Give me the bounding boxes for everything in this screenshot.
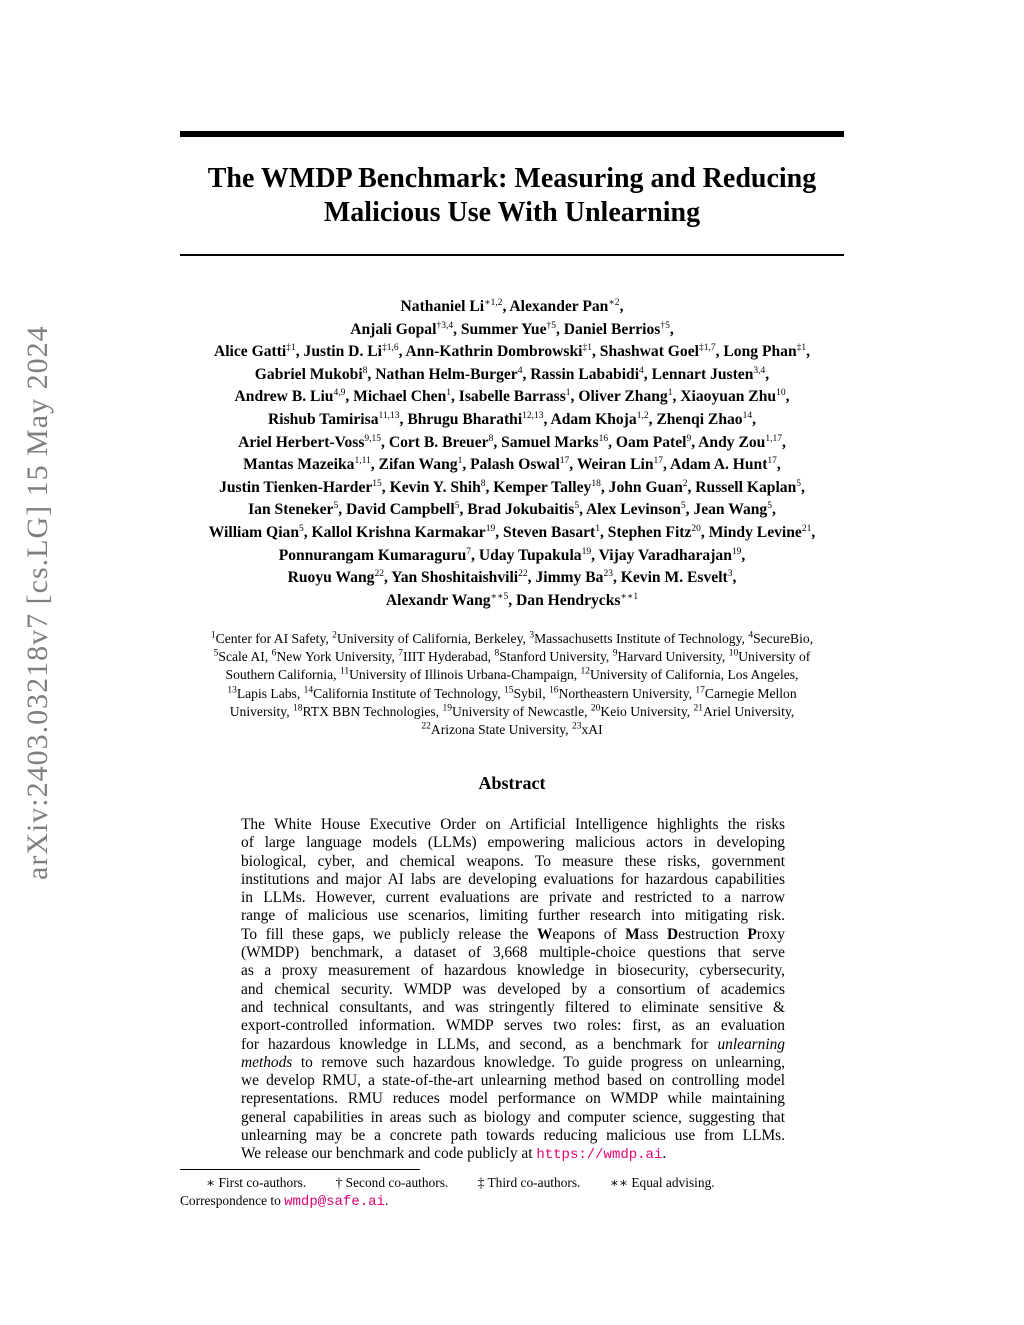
author-affiliation-marker: 4,9 <box>333 388 346 399</box>
author-separator: , <box>765 365 770 383</box>
author-affiliation-marker: 5 <box>767 501 772 512</box>
abstract-line: biological, cyber, and chemical weapons. To measure these risks, government <box>241 852 785 870</box>
author-name: Andrew B. Liu <box>234 388 334 406</box>
affiliation-name: Southern California, <box>225 667 340 683</box>
affiliation-name: Harvard University, <box>617 649 729 665</box>
author-separator: , <box>612 569 621 587</box>
abstract-line: of large language models (LLMs) empowering malicious actors in developing <box>241 834 785 852</box>
author-separator: , <box>345 388 354 406</box>
affiliation-number: 18 <box>293 703 303 714</box>
affiliation-number: 11 <box>339 666 350 677</box>
affiliation-number: 17 <box>695 685 705 696</box>
author-affiliation-marker: 1,17 <box>765 433 782 444</box>
author-affiliation-marker: 8 <box>480 478 486 489</box>
author-affiliation-marker: 3,4 <box>753 365 766 376</box>
author-line <box>160 296 864 319</box>
author-name: John Guan <box>608 478 683 496</box>
author-affiliation-marker: 9,15 <box>364 433 382 444</box>
author-separator: , <box>752 410 757 428</box>
author-name: Daniel Berrios <box>563 320 661 338</box>
author-list <box>160 296 864 612</box>
author-affiliation-marker: 5 <box>574 501 580 512</box>
affiliation-number: 1 <box>210 630 216 641</box>
author-name: William Qian <box>208 523 299 541</box>
affiliation-name: University of California, Los Angeles, <box>590 667 799 683</box>
abstract-line <box>241 926 785 944</box>
author-affiliation-marker: †5 <box>546 320 556 331</box>
author-separator: , <box>399 410 408 428</box>
author-line <box>160 409 864 432</box>
author-name: Kemper Talley <box>493 478 592 496</box>
author-separator: , <box>741 546 746 564</box>
footnote-rule <box>180 1169 420 1170</box>
acronym-letter: D <box>666 925 679 943</box>
author-separator: , <box>672 388 681 406</box>
abstract-line: representations. RMU reduces model performance on WMDP while maintaining <box>241 1090 785 1108</box>
author-affiliation-marker: 11,13 <box>378 410 400 421</box>
affiliation-number: 21 <box>693 703 704 714</box>
author-separator: , <box>771 501 776 519</box>
author-name: Ruoyu Wang <box>287 569 375 587</box>
author-name: Alexander Pan <box>509 298 609 315</box>
author-affiliation-marker: ‡1,7 <box>698 343 716 353</box>
abstract-line: in LLMs. However, current evaluations are private and restricted to a narrow <box>241 889 785 907</box>
author-name: Jean Wang <box>693 501 768 519</box>
author-name: Stephen Fitz <box>607 523 692 541</box>
author-name: Oliver Zhang <box>578 388 668 406</box>
author-separator: , <box>687 478 696 496</box>
author-separator: , <box>508 591 517 609</box>
author-affiliation-marker: 17 <box>653 455 663 466</box>
affiliation-name: Center for AI Safety, <box>215 631 333 646</box>
author-affiliation-marker: 5 <box>454 501 460 512</box>
author-name: Isabelle Barrass <box>458 388 566 406</box>
affiliation-line <box>170 721 854 739</box>
author-line <box>160 432 864 455</box>
abstract-text: roxy <box>756 925 785 943</box>
affiliation-name: xAI <box>581 722 603 738</box>
author-separator: , <box>715 343 724 361</box>
abstract-text: eapons of <box>552 925 626 943</box>
author-separator: , <box>471 546 479 564</box>
footnote-third-authors: ‡ Third co-authors. <box>477 1175 581 1190</box>
author-affiliation-marker: 21 <box>801 523 812 534</box>
abstract-heading: Abstract <box>478 773 546 793</box>
affiliation-name: Arizona State University, <box>430 722 572 738</box>
abstract-line: we develop RMU, a state-of-the-art unlearning method based on controlling model <box>241 1072 785 1090</box>
author-separator: , <box>381 478 390 496</box>
affiliation-number: 13 <box>227 685 237 696</box>
author-separator: , <box>691 433 699 451</box>
abstract-line: The White House Executive Order on Artificial Intelligence highlights the risks <box>241 816 785 833</box>
author-separator: , <box>453 320 461 338</box>
author-separator: , <box>806 343 811 361</box>
author-line <box>160 319 864 342</box>
abstract-line: export-controlled information. WMDP serves two roles: first, as an evaluation <box>241 1017 785 1035</box>
affiliation-name: New York University, <box>276 649 399 665</box>
author-affiliation-marker: ‡1 <box>796 343 807 353</box>
author-name: Anjali Gopal <box>350 320 437 338</box>
author-separator: , <box>663 456 670 474</box>
author-affiliation-marker: 1 <box>457 455 463 466</box>
author-affiliation-marker: 22 <box>518 568 528 579</box>
affiliation-number: 7 <box>398 648 403 659</box>
author-separator: , <box>811 523 816 541</box>
abstract-line: and chemical security. WMDP was developed by a consortium of academics <box>241 980 785 998</box>
affiliation-name: California Institute of Technology, <box>313 685 504 701</box>
author-affiliation-marker: 15 <box>372 478 382 489</box>
author-affiliation-marker: 19 <box>581 546 592 557</box>
author-name: Dan Hendrycks <box>516 591 621 609</box>
author-name: Kevin Y. Shih <box>389 478 481 496</box>
affiliation-number: 3 <box>529 630 535 641</box>
author-line <box>160 590 864 613</box>
author-name: Justin D. Li <box>303 343 382 361</box>
author-affiliation-marker: 7 <box>466 546 472 557</box>
author-separator: , <box>700 523 709 541</box>
author-separator: , <box>556 320 564 338</box>
author-name: Steven Basart <box>502 523 596 541</box>
benchmark-url-link[interactable]: https://wmdp.ai <box>536 1147 663 1164</box>
author-name: Lennart Justen <box>651 365 754 383</box>
abstract-text: We release our benchmark and code publicly at <box>241 1145 537 1163</box>
author-name: Brad Jokubaitis <box>467 501 575 519</box>
author-name: Nathan Helm-Burger <box>375 365 518 383</box>
abstract-line: (WMDP) benchmark, a dataset of 3,668 multiple-choice questions that serve <box>241 944 785 962</box>
author-name: Shashwat Goel <box>599 343 699 361</box>
author-separator: , <box>732 569 737 587</box>
affiliation-number: 16 <box>549 685 559 696</box>
affiliation-name: Keio University, <box>600 703 694 719</box>
author-name: Alex Levinson <box>586 501 681 519</box>
author-affiliation-marker: 1 <box>565 388 571 399</box>
author-separator: , <box>579 501 586 519</box>
author-name: Jimmy Ba <box>535 569 604 587</box>
author-separator: , <box>608 433 616 451</box>
author-affiliation-marker: 18 <box>591 478 601 489</box>
author-affiliation-marker: ∗∗5 <box>490 591 509 602</box>
author-line <box>160 454 864 477</box>
abstract-line <box>241 1036 785 1054</box>
title-line-1: The WMDP Benchmark: Measuring and Reducing <box>207 163 817 194</box>
author-separator: , <box>495 523 503 541</box>
author-name: Mantas Mazeika <box>243 456 355 474</box>
author-line <box>160 545 864 568</box>
author-name: Samuel Marks <box>501 433 599 451</box>
author-line <box>160 522 864 545</box>
affiliation-number: 6 <box>271 648 277 659</box>
affiliation-name: SecureBio, <box>753 631 814 646</box>
title-rule-bottom <box>180 254 844 256</box>
affiliation-name: Ariel University, <box>703 703 795 719</box>
author-separator: , <box>543 410 551 428</box>
author-separator: , <box>493 433 502 451</box>
author-separator: , <box>485 478 494 496</box>
footnote-equal-advising: ∗∗ Equal advising. <box>609 1175 715 1190</box>
affiliation-number: 19 <box>442 703 452 714</box>
affiliation-number: 5 <box>213 648 219 659</box>
author-affiliation-marker: 10 <box>776 388 786 399</box>
affiliation-name: Massachusetts Institute of Technology, <box>534 631 749 646</box>
author-separator: , <box>398 343 406 361</box>
author-name: Ponnurangam Kumaraguru <box>278 546 467 564</box>
affiliation-line <box>170 666 854 684</box>
author-name: David Campbell <box>345 501 455 519</box>
author-name: Andy Zou <box>698 433 766 451</box>
author-name: Mindy Levine <box>708 523 802 541</box>
author-affiliation-marker: 9 <box>686 433 692 444</box>
author-affiliation-marker: 19 <box>731 546 742 557</box>
author-line <box>160 567 864 590</box>
author-name: Zhenqi Zhao <box>656 410 743 428</box>
author-name: Alexandr Wang <box>385 591 491 609</box>
correspondence-email-link[interactable]: wmdp@safe.ai <box>284 1194 385 1210</box>
correspondence-period: . <box>384 1193 389 1208</box>
abstract-emphasis: unlearning <box>717 1035 785 1053</box>
author-name: Nathaniel Li <box>400 298 485 315</box>
author-affiliation-marker: 12,13 <box>522 410 544 421</box>
affiliation-name: University, <box>229 703 294 719</box>
author-separator: , <box>591 546 599 564</box>
abstract-line <box>241 1054 785 1072</box>
author-affiliation-marker: 20 <box>691 523 701 534</box>
abstract-line: as a proxy measurement of hazardous knowledge in biosecurity, cybersecurity, <box>241 962 785 980</box>
author-affiliation-marker: †3,4 <box>436 320 454 331</box>
author-separator: , <box>785 388 790 406</box>
correspondence-line <box>180 1192 844 1211</box>
author-name: Yan Shoshitaishvili <box>391 569 519 587</box>
author-affiliation-marker: 5 <box>299 523 304 534</box>
author-name: Summer Yue <box>460 320 547 338</box>
author-separator: , <box>303 523 312 541</box>
paper-title <box>180 162 844 230</box>
author-name: Long Phan <box>723 343 797 361</box>
affiliation-name: RTX BBN Technologies, <box>302 703 443 719</box>
author-name: Xiaoyuan Zhu <box>680 388 777 406</box>
affiliation-number: 9 <box>612 648 618 659</box>
author-separator: , <box>648 410 657 428</box>
affiliation-number: 15 <box>504 685 514 696</box>
abstract-emphasis: methods <box>241 1053 293 1071</box>
author-name: Weiran Lin <box>576 456 654 474</box>
author-line <box>160 341 864 364</box>
author-affiliation-marker: 1,11 <box>354 455 371 466</box>
author-name: Vijay Varadharajan <box>598 546 732 564</box>
affiliation-number: 10 <box>728 648 739 659</box>
author-affiliation-marker: 1 <box>667 388 673 399</box>
author-separator: , <box>295 343 304 361</box>
abstract-text: ass <box>639 925 667 943</box>
affiliation-name: Sybil, <box>513 685 550 701</box>
author-separator: , <box>570 388 579 406</box>
author-affiliation-marker: ∗2 <box>608 297 620 308</box>
affiliation-line <box>170 630 854 648</box>
affiliation-list <box>170 630 854 739</box>
author-name: Justin Tienken-Harder <box>219 478 373 496</box>
author-name: Gabriel Mukobi <box>254 365 363 383</box>
author-separator: , <box>451 388 459 406</box>
author-separator: , <box>338 501 346 519</box>
affiliation-name: University of Illinois Urbana-Champaign, <box>349 667 581 683</box>
arxiv-identifier-stamp: arXiv:2403.03218v7 [cs.LG] 15 May 2024 <box>21 325 54 880</box>
author-separator: , <box>502 298 510 315</box>
affiliation-name: Stanford University, <box>499 649 613 665</box>
author-affiliation-marker: 2 <box>682 478 688 489</box>
abstract-line: range of malicious use scenarios, limiting further research into mitigating risk. <box>241 907 785 925</box>
title-line-2: Malicious Use With Unlearning <box>323 197 701 228</box>
footnote-first-authors: ∗ First co-authors. <box>206 1175 307 1190</box>
author-affiliation-marker: ‡1 <box>286 343 296 353</box>
author-affiliation-marker: 8 <box>362 365 368 376</box>
affiliation-name: Northeastern University, <box>558 685 696 701</box>
author-name: Ariel Herbert-Voss <box>238 433 365 451</box>
author-separator: , <box>381 433 389 451</box>
author-name: Ann-Kathrin Dombrowski <box>405 343 583 361</box>
abstract-line: unlearning may be a concrete path towards reducing malicious use from LLMs. <box>241 1127 785 1145</box>
acronym-letter: W <box>537 925 553 943</box>
author-separator: , <box>569 456 577 474</box>
author-affiliation-marker: 17 <box>767 455 777 466</box>
author-name: Adam A. Hunt <box>669 456 768 474</box>
author-separator: , <box>591 343 600 361</box>
author-separator: , <box>600 478 609 496</box>
author-separator: , <box>781 433 786 451</box>
author-name: Adam Khoja <box>550 410 637 428</box>
abstract-line: institutions and major AI labs are developing evaluations for hazardous capabilities <box>241 870 785 888</box>
affiliation-name: University of California, Berkeley, <box>336 631 530 646</box>
author-affiliation-marker: 1,2 <box>636 410 649 421</box>
title-rule-top <box>180 131 844 137</box>
author-separator: , <box>669 320 674 338</box>
affiliation-number: 8 <box>494 648 500 659</box>
author-affiliation-marker: 1 <box>446 388 451 399</box>
footnote-contribution-line <box>180 1174 844 1192</box>
abstract-text: to remove such hazardous knowledge. To guide progress on unlearning, <box>292 1053 785 1071</box>
author-name: Cort B. Breuer <box>388 433 489 451</box>
affiliation-number: 14 <box>303 685 314 696</box>
author-separator: , <box>462 456 471 474</box>
footnotes <box>180 1174 844 1211</box>
author-separator: , <box>522 365 531 383</box>
author-name: Michael Chen <box>353 388 447 406</box>
author-separator: , <box>367 365 376 383</box>
author-affiliation-marker: ‡1,6 <box>381 343 399 353</box>
author-affiliation-marker: 5 <box>796 478 802 489</box>
author-affiliation-marker: 22 <box>374 568 384 579</box>
author-separator: , <box>619 298 624 315</box>
abstract-body <box>241 816 785 1165</box>
author-affiliation-marker: ‡1 <box>582 343 592 353</box>
author-separator: , <box>801 478 805 496</box>
affiliation-name: Carnegie Mellon <box>704 685 797 701</box>
author-separator: , <box>459 501 468 519</box>
author-affiliation-marker: 16 <box>598 433 609 444</box>
author-separator: , <box>383 569 392 587</box>
author-line <box>160 499 864 522</box>
author-affiliation-marker: 19 <box>485 523 496 534</box>
author-name: Uday Tupakula <box>478 546 582 564</box>
author-affiliation-marker: 3 <box>727 568 733 579</box>
author-separator: , <box>527 569 536 587</box>
author-name: Kallol Krishna Karmakar <box>311 523 486 541</box>
affiliation-number: 2 <box>332 630 337 641</box>
abstract-line: and technical consultants, and was stringently filtered to eliminate sensitive & <box>241 998 785 1016</box>
abstract-text: To fill these gaps, we publicly release the <box>241 925 538 943</box>
author-name: Rassin Lababidi <box>530 365 640 383</box>
author-affiliation-marker: 23 <box>603 568 613 579</box>
author-affiliation-marker: ∗1,2 <box>484 297 503 308</box>
affiliation-line <box>170 703 854 721</box>
author-affiliation-marker: 5 <box>333 501 339 512</box>
author-name: Kevin M. Esvelt <box>620 569 728 587</box>
affiliation-number: 22 <box>421 721 431 732</box>
abstract-text: for hazardous knowledge in LLMs, and second, as a benchmark for <box>241 1035 718 1053</box>
affiliation-name: IIIT Hyderabad, <box>402 649 495 665</box>
acronym-letter: P <box>747 925 757 943</box>
affiliation-line <box>170 685 854 703</box>
author-affiliation-marker: 4 <box>517 365 523 376</box>
author-affiliation-marker: 4 <box>639 365 644 376</box>
footnote-second-authors: † Second co-authors. <box>335 1175 449 1190</box>
affiliation-number: 20 <box>590 703 601 714</box>
affiliation-name: Lapis Labs, <box>236 685 304 701</box>
correspondence-label: Correspondence to <box>180 1193 285 1208</box>
author-name: Alice Gatti <box>213 343 287 361</box>
affiliation-name: Scale AI, <box>218 649 272 665</box>
author-name: Ian Steneker <box>248 501 334 519</box>
author-affiliation-marker: 17 <box>559 455 570 466</box>
affiliation-number: 12 <box>580 666 591 677</box>
abstract-line: general capabilities in areas such as biology and computer science, suggesting that <box>241 1108 785 1126</box>
affiliation-name: University of Newcastle, <box>451 703 591 719</box>
author-name: Rishub Tamirisa <box>267 410 379 428</box>
author-separator: , <box>600 523 608 541</box>
abstract-text: estruction <box>678 925 748 943</box>
author-separator: , <box>776 456 781 474</box>
author-line <box>160 477 864 500</box>
affiliation-number: 4 <box>748 630 754 641</box>
author-name: Bhrugu Bharathi <box>407 410 523 428</box>
author-affiliation-marker: 8 <box>488 433 494 444</box>
author-name: Zifan Wang <box>378 456 458 474</box>
author-name: Russell Kaplan <box>695 478 797 496</box>
author-affiliation-marker: 14 <box>742 410 753 421</box>
author-affiliation-marker: †5 <box>660 320 670 331</box>
acronym-letter: M <box>625 925 640 943</box>
author-affiliation-marker: ∗∗1 <box>620 591 639 602</box>
author-name: Oam Patel <box>615 433 687 451</box>
affiliation-name: University of <box>738 649 811 665</box>
author-affiliation-marker: 5 <box>680 501 686 512</box>
author-affiliation-marker: 1 <box>595 523 600 534</box>
abstract-text: . <box>662 1145 667 1163</box>
author-line <box>160 386 864 409</box>
affiliation-line <box>170 648 854 666</box>
author-separator: , <box>643 365 652 383</box>
author-separator: , <box>685 501 694 519</box>
author-name: Palash Oswal <box>470 456 560 474</box>
affiliation-number: 23 <box>571 721 582 732</box>
abstract-line <box>241 1145 785 1164</box>
author-separator: , <box>370 456 379 474</box>
author-line <box>160 364 864 387</box>
